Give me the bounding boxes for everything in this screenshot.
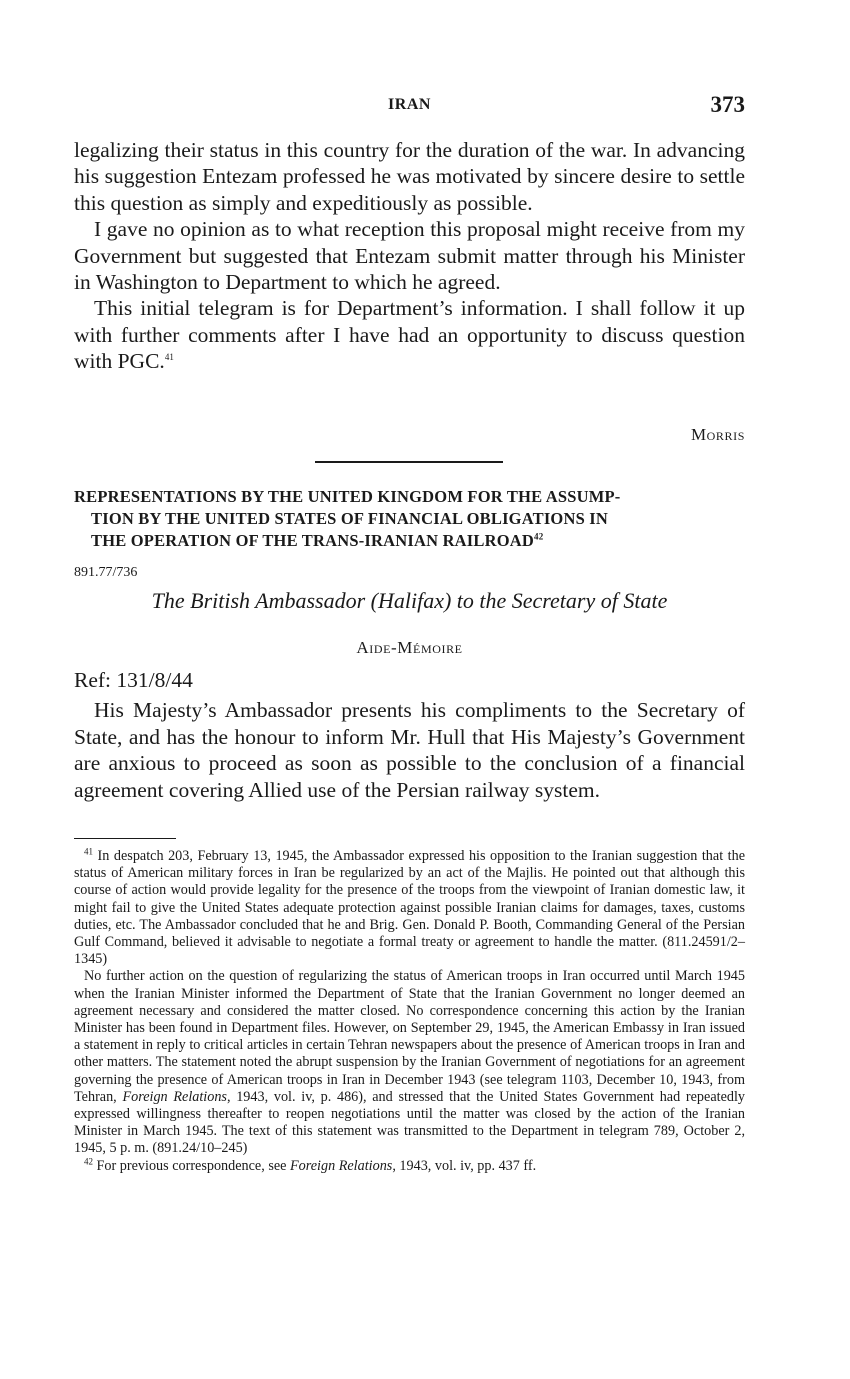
telegram-paragraph: I gave no opinion as to what reception this proposal might receive from my Government but suggested that Entezam submit matter through his Minister in Washington to Department to which he agreed. [74,217,745,295]
section-heading-text: THE OPERATION OF THE TRANS-IRANIAN RAILROAD [91,531,535,550]
telegram-continuation [74,137,745,375]
running-header [74,92,745,122]
footnote-42 [74,1155,745,1175]
aide-memoire-paragraph: His Majesty’s Ambassador presents his compliments to the Secretary of State, and has the honour to inform Mr. Hull that His Majesty’s Government are anxious to proceed as soon as possible to the conclusion of a financial agreement covering Allied use of the Persian railway system. [74,698,745,802]
footnote-divider [74,838,176,839]
footnote-number: 41 [84,846,93,857]
footnotes [74,848,745,1175]
footnote-text: For previous correspondence, see [96,1157,290,1174]
aide-memoire-body [74,697,745,803]
signature: Morris [690,425,745,444]
footnote-text: In despatch 203, February 13, 1945, the Ambassador expressed his opposition to the Iranian suggestion that the status of American military forces in Iran be regularized by an act of the Majlis. He pointed out that although this course of action would provide legality for the presence of the troops from the viewpoint of Iranian domestic law, it might fail to give the United States adequate protection against possible Iranian claims for damages, taxes, customs duties, etc. The Ambassador concluded that he and Brig. Gen. Donald P. Booth, Commanding General of the Persian Gulf Command, believed it advisable to negotiate a formal treaty or agreement to handle the matter. (811.24591/2–1345) [74,848,746,968]
telegram-paragraph-text: This initial telegram is for Department’s information. I shall follow it up with further comments after I have had an opportunity to discuss question with PGC. [74,296,745,374]
footnote-number: 42 [84,1155,93,1166]
footnote-citation-title: Foreign Relations [289,1157,393,1174]
page-number: 373 [710,92,745,117]
document-type: Aide-Mémoire [356,638,463,657]
footnote-text: No further action on the question of regularizing the status of American troops in Iran occurred until March 1945 when the Iranian Minister informed the Department of State that the Iranian Government no longer deemed an agreement necessary and considered the matter closed. No correspondence concerning this action by the Iranian Minister has been found in Department files. However, on September 29, 1945, the American Embassy in Iran issued a statement in reply to critical articles in certain Tehran newspapers about the presence of American troops in Iran and other matters. The statement noted the abrupt suspension by the Iranian Government of negotiations for an agreement governing the presence of American troops in Iran in December 1943 (see telegram 1103, December 10, 1943, from Tehran, [74,968,745,1105]
footnote-citation-title: Foreign Relations [122,1088,227,1105]
footnote-41-continued [74,968,745,1157]
section-heading-line: REPRESENTATIONS BY THE UNITED KINGDOM FOR THE ASSUMP- [74,487,621,506]
telegram-paragraph: legalizing their status in this country for the duration of the war. In advancing his suggestion Entezam professed he was motivated by sincere desire to settle this question as simply and expeditiously as possible. [74,138,745,215]
file-number: 891.77/736 [74,565,138,580]
running-title: IRAN [388,96,431,113]
telegram-paragraph [74,295,745,374]
footnote-41 [74,848,745,968]
section-heading-line-last [74,530,745,552]
reference-number: Ref: 131/8/44 [74,668,193,692]
footnote-text: , 1943, vol. iv, pp. 437 ff. [392,1157,537,1174]
section-heading-line: TION BY THE UNITED STATES OF FINANCIAL OBLIGATIONS IN [91,509,609,528]
section-heading [74,486,745,552]
document-title: The British Ambassador (Halifax) to the Secretary of State [151,588,668,613]
footnote-ref-41: 41 [164,352,174,363]
footnote-ref-42: 42 [534,531,544,542]
section-divider [315,461,503,463]
footnote-text: , 1943, vol. iv, p. 486), and stressed that the United States Government had repeatedly expressed willingness thereafter to reopen negotiations until the matter was closed by the action of the Iranian Minister in March 1945. The text of this statement was transmitted to the Department in telegram 789, October 2, 1945, 5 p. m. (891.24/10–245) [74,1088,745,1157]
